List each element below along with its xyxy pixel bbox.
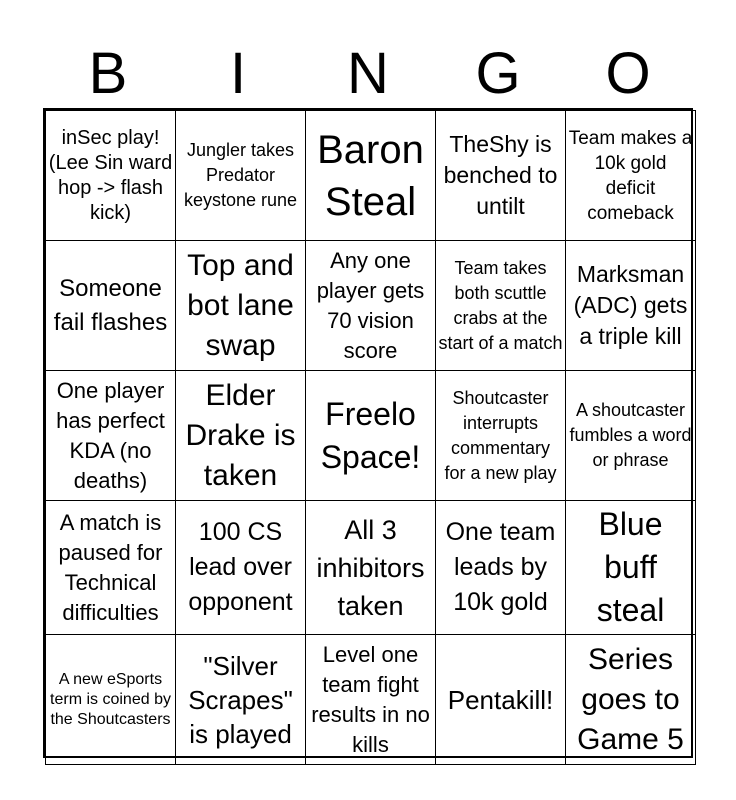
bingo-row [46, 501, 696, 635]
bingo-cell[interactable]: A new eSports term is coined by the Shoutcasters [46, 635, 176, 765]
bingo-cell[interactable]: Shoutcaster interrupts commentary for a new play [436, 371, 566, 501]
bingo-cell[interactable]: Marksman (ADC) gets a triple kill [566, 241, 696, 371]
bingo-cell[interactable]: One player has perfect KDA (no deaths) [46, 371, 176, 501]
bingo-cell[interactable]: Blue buff steal [566, 501, 696, 635]
bingo-row [46, 111, 696, 241]
bingo-row [46, 635, 696, 765]
bingo-cell[interactable]: Jungler takes Predator keystone rune [176, 111, 306, 241]
header-letter-i: I [229, 41, 247, 106]
bingo-cell[interactable]: Top and bot lane swap [176, 241, 306, 371]
bingo-cell[interactable]: inSec play! (Lee Sin ward hop -> flash kick) [46, 111, 176, 241]
bingo-cell[interactable]: A match is paused for Technical difficulties [46, 501, 176, 635]
bingo-row [46, 371, 696, 501]
bingo-cell[interactable]: TheShy is benched to untilt [436, 111, 566, 241]
header-letter-g: G [475, 41, 521, 106]
bingo-board [43, 108, 693, 758]
bingo-cell[interactable]: "Silver Scrapes" is played [176, 635, 306, 765]
bingo-cell[interactable]: A shoutcaster fumbles a word or phrase [566, 371, 696, 501]
header-letter-o: O [605, 41, 651, 106]
bingo-cell[interactable]: Series goes to Game 5 [566, 635, 696, 765]
bingo-cell[interactable]: Level one team fight results in no kills [306, 635, 436, 765]
bingo-cell[interactable]: 100 CS lead over opponent [176, 501, 306, 635]
bingo-cell[interactable]: Baron Steal [306, 111, 436, 241]
bingo-cell[interactable]: One team leads by 10k gold [436, 501, 566, 635]
header-letter-b: B [88, 41, 128, 106]
bingo-row [46, 241, 696, 371]
bingo-header [43, 40, 693, 108]
bingo-grid [45, 110, 696, 765]
bingo-cell[interactable]: Team makes a 10k gold deficit comeback [566, 111, 696, 241]
bingo-cell[interactable]: Someone fail flashes [46, 241, 176, 371]
bingo-cell[interactable]: Pentakill! [436, 635, 566, 765]
bingo-cell[interactable]: Any one player gets 70 vision score [306, 241, 436, 371]
bingo-cell[interactable]: Team takes both scuttle crabs at the start of a match [436, 241, 566, 371]
bingo-cell[interactable]: Freelo Space! [306, 371, 436, 501]
bingo-cell[interactable]: Elder Drake is taken [176, 371, 306, 501]
bingo-cell[interactable]: All 3 inhibitors taken [306, 501, 436, 635]
header-letter-n: N [347, 41, 389, 106]
